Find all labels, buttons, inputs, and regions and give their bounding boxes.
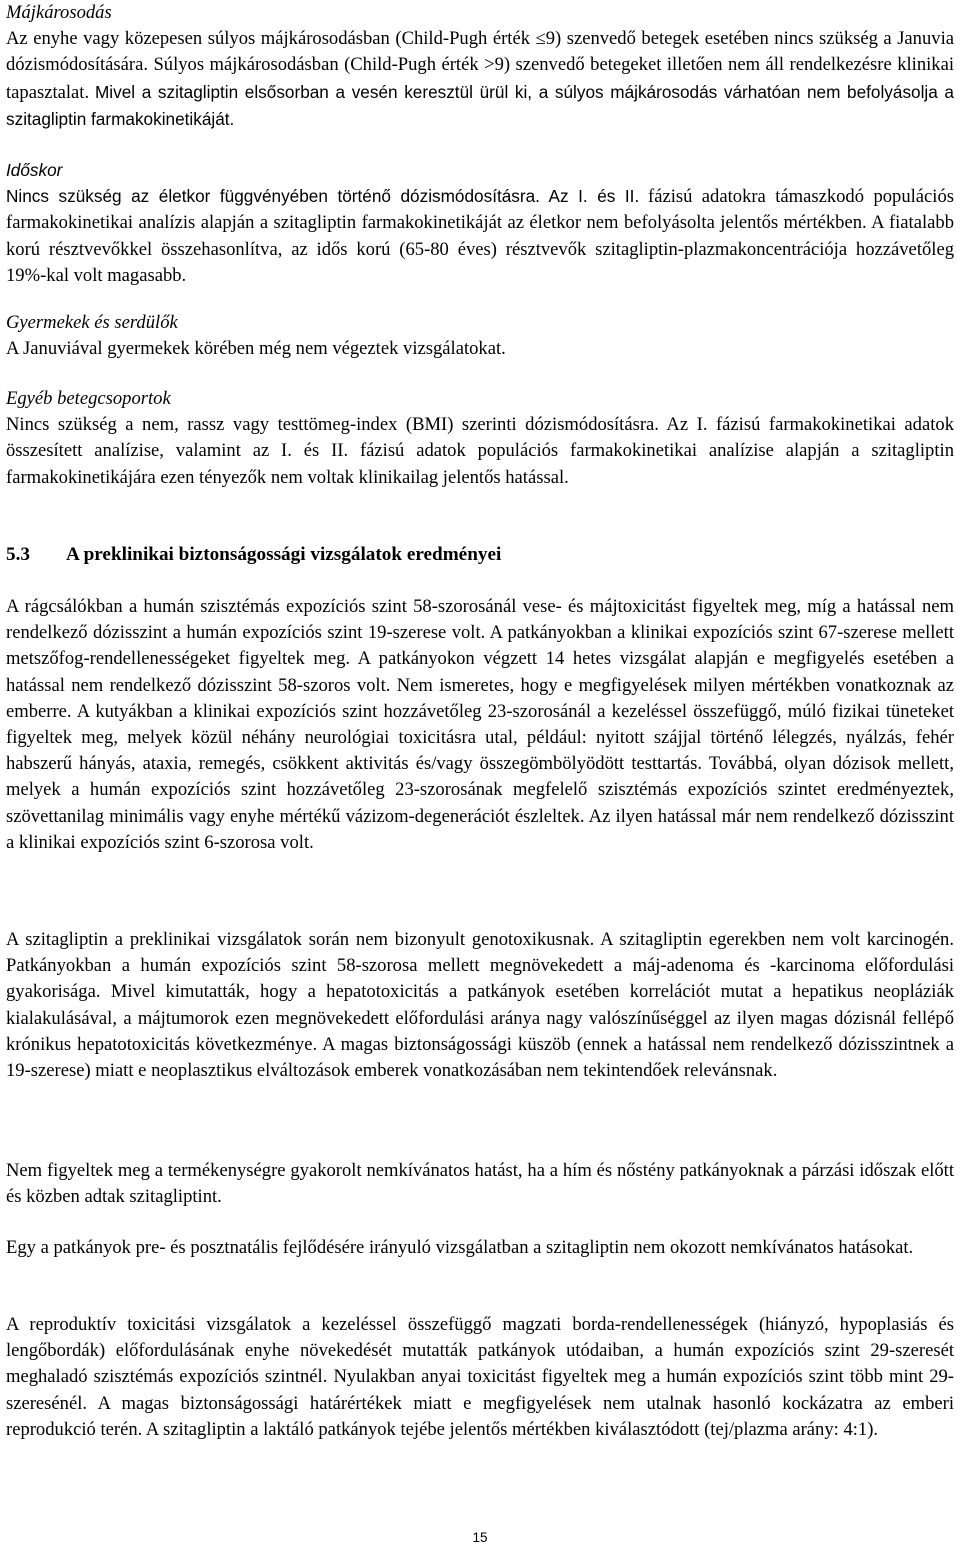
section-title: A preklinikai biztonságossági vizsgálatok eredményei <box>66 544 502 565</box>
liver-text-serif: Az enyhe vagy közepesen súlyos májkárosodásban (Child-Pugh érték ≤9) szenvedő betegek esetében nincs szükség a Januvia dózismódosítására. Súlyos májkárosodásban (Child-Pugh érték >9) szenvedő betegeket illetően nem áll rendelkezésre klinikai tapasztalat. <box>6 28 954 103</box>
preclinical-paragraph-5: A reproduktív toxicitási vizsgálatok a kezeléssel összefüggő magzati borda-rendellenességek (hiányzó, hypoplasiás és lengőbordák) előfordulásának enyhe növekedését mutatták patkányok utódaiban, a humán expozíciós szint 29-szeresét meghaladó szisztémás expozíciós szintnél. Nyulakban anyai toxicitást figyeltek meg a humán expozíciós szint több mint 29-szeresénél. A magas biztonságossági határértékek miatt e megfigyelések nem utalnak hasonló kockázatra az emberi reprodukció terén. A szitagliptin a laktáló patkányok tejébe jelentős mértékben kiválasztódott (tej/plazma arány: 4:1). <box>6 1314 954 1440</box>
liver-section <box>6 0 954 132</box>
preclinical-paragraph-3: Nem figyeltek meg a termékenységre gyakorolt nemkívánatos hatást, ha a hím és nőstény patkányoknak a párzási időszak előtt és közben adtak szitagliptint. <box>6 1160 954 1208</box>
children-paragraph: A Januviával gyermekek körében még nem végeztek vizsgálatokat. <box>6 338 506 360</box>
children-section <box>6 310 954 362</box>
elderly-text-sans: Nincs szükség az életkor függvényében történő dózismódosításra. Az I. és II. <box>6 186 640 207</box>
section-heading <box>6 542 954 568</box>
elderly-text-serif: fázisú adatokra támaszkodó populációs farmakokinetikai analízis alapján a szitagliptin farmakokinetikáját az életkor nem befolyásolta jelentős mértékben. A fiatalabb korú résztvevőkkel összehasonlítva, az idős korú (65-80 éves) résztvevők szitagliptin-plazmakoncentrációja hozzávetőleg 19%-kal volt magasabb. <box>6 186 954 286</box>
preclinical-paragraph-4: Egy a patkányok pre- és posztnatális fejlődésére irányuló vizsgálatban a szitagliptin nem okozott nemkívánatos hatásokat. <box>6 1237 914 1258</box>
elderly-heading: Időskor <box>6 160 63 180</box>
other-groups-section <box>6 386 954 491</box>
other-groups-heading: Egyéb betegcsoportok <box>6 388 171 409</box>
page-number: 15 <box>472 1530 488 1545</box>
section-number: 5.3 <box>6 544 30 565</box>
liver-heading: Májkárosodás <box>6 2 112 23</box>
liver-paragraph <box>6 26 954 132</box>
elderly-paragraph <box>6 183 954 289</box>
other-groups-paragraph: Nincs szükség a nem, rassz vagy testtömeg-index (BMI) szerinti dózismódosításra. Az I. fázisú farmakokinetikai adatok összesített analízise, valamint az I. és II. fázisú adatok populációs farmakokinetikai analízise alapján a szitagliptin farmakokinetikájára ezen tényezők nem voltak klinikailag jelentős hatással. <box>6 414 954 488</box>
elderly-section <box>6 157 954 289</box>
preclinical-paragraph-1: A rágcsálókban a humán szisztémás expozíciós szint 58-szorosánál vese- és májtoxicitást figyeltek meg, míg a hatással nem rendelkező dózisszint a humán expozíciós szint 19-szerese volt. A patkányokban a klinikai expozíciós szint 67-szerese mellett metszőfog-rendellenességeket figyeltek meg. A patkányokon végzett 14 hetes vizsgálat alapján e megfigyelés esetében a hatással nem rendelkező dózisszint 58-szoros volt. Nem ismeretes, hogy e megfigyelések milyen mértékben vonatkoznak az emberre. A kutyákban a klinikai expozíciós szint hozzávetőleg 23-szorosánál a kezeléssel összefüggő, múló fizikai tüneteket figyeltek meg, melyek közül néhány neurológiai toxicitásra utal, például: nyitott szájjal történő lélegzés, nyálzás, fehér habszerű hányás, ataxia, remegés, csökkent aktivitás és/vagy összegömbölyödött testtartás. Továbbá, olyan dózisok mellett, melyek a humán expozíciós szint hozzávetőleg 23-szorosának megfelelő szisztémás expozíciós szintet eredményeztek, szövettanilag minimális vagy enyhe mértékű vázizom-degenerációt észleltek. Az ilyen hatással már nem rendelkező dózisszint a klinikai expozíciós szint 6-szorosa volt. <box>6 596 954 853</box>
liver-text-sans: Mivel a szitagliptin elsősorban a vesén keresztül ürül ki, a súlyos májkárosodás várhatóan nem befolyásolja a szitagliptin farmakokinetikáját. <box>6 81 954 129</box>
preclinical-paragraph-2: A szitagliptin a preklinikai vizsgálatok során nem bizonyult genotoxikusnak. A szitagliptin egerekben nem volt karcinogén. Patkányokban a humán expozíciós szint 58-szorosa mellett megnövekedett a máj-adenoma és -karcinoma előfordulási gyakorisága. Mivel kimutatták, hogy a hepatotoxicitás a patkányok esetében korrelációt mutat a hepatikus neopláziák kialakulásával, a májtumorok ezen megnövekedett előfordulási aránya nagy valószínűséggel az ilyen magas dózisnál fellépő krónikus hepatotoxicitás következménye. A magas biztonságossági küszöb (ennek a hatással nem rendelkező dózisszintnek a 19-szerese) miatt e neoplasztikus elváltozások emberek vonatkozásában nem tekintendőek relevánsnak. <box>6 929 954 1082</box>
children-heading: Gyermekek és serdülők <box>6 312 178 333</box>
